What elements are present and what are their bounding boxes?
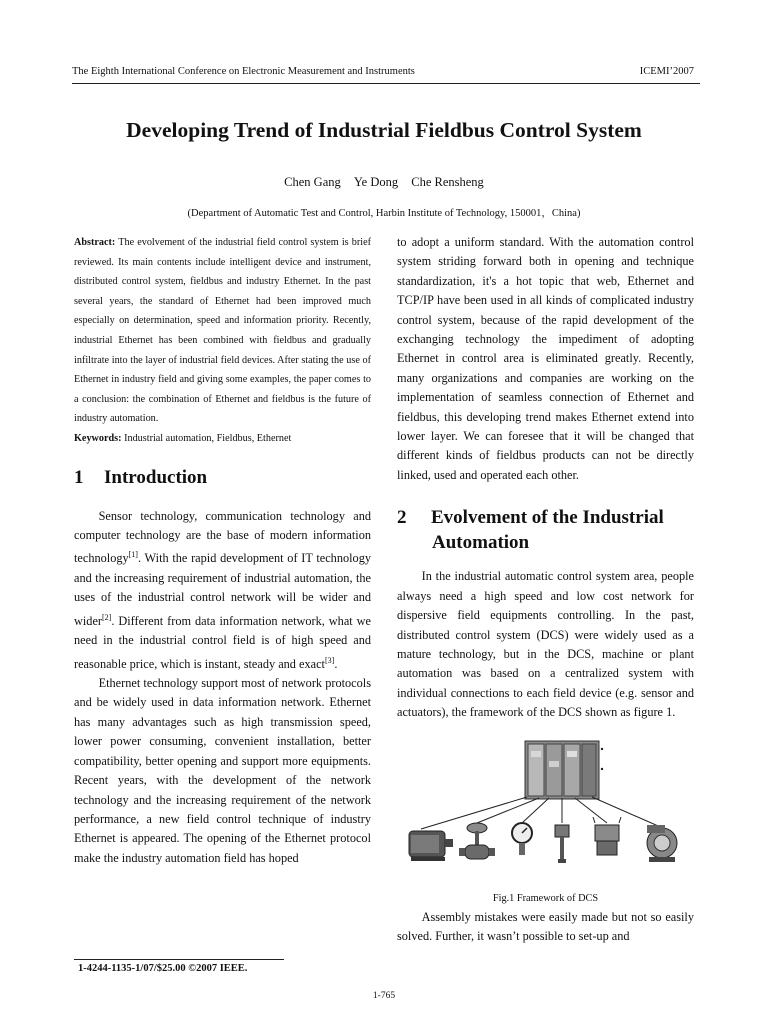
section-number: 2: [397, 507, 407, 529]
running-header-conference: The Eighth International Conference on Electronic Measurement and Instruments: [72, 66, 415, 77]
paragraph-text: .: [334, 656, 338, 671]
author-list: [0, 175, 768, 190]
figure-caption: Fig.1 Framework of DCS: [492, 892, 599, 904]
keywords-label: Keywords:: [74, 432, 122, 444]
keywords-text: Industrial automation, Fieldbus, Ethernet: [121, 432, 292, 444]
paragraph: Ethernet technology support most of network protocols and be widely used in data information network. Ethernet has many advantages such as high transmission speed, lower power consuming, convenient installation, better compatibility, better opening and support more equipments. Recent years, with the development of the network technology and the increasing requirement of the network performance, a new field control technique of industry Ethernet is appeared. The opening of the Ethernet protocol make the industry automation field has hoped: [74, 676, 371, 865]
paragraph: [74, 507, 371, 675]
paragraph: to adopt a uniform standard. With the automation control system striding forward both in opening and technique standardization, it's a hot topic that web, Ethernet and TCP/IP have been used in all kinds of complicated industry control system, because of the rapid development of the exchanging technology the impediment of adopting Ethernet in control area is eliminated greatly. Recently, many organizations and companies are working on the implementation of seamless connection of Ethernet and fieldbus, this developing trend makes Ethernet extend into lower layer. We can foresee that it will be changed that different kinds of fieldbus products can not be directly linked, used and operated each other.: [397, 235, 694, 482]
left-column: [74, 233, 371, 868]
citation: [2]: [102, 612, 112, 622]
section-heading: [74, 467, 371, 489]
pressure-gauge-icon: [512, 823, 532, 855]
author-name: Chen Gang: [284, 175, 341, 189]
citation: [1]: [128, 550, 138, 560]
paper-title: Developing Trend of Industrial Fieldbus Control System: [126, 118, 642, 142]
header-rule: [72, 83, 700, 84]
valve-icon: [459, 823, 495, 859]
section-title-continued: Automation: [432, 532, 530, 554]
field-wiring: [421, 797, 665, 829]
abstract-label: Abstract:: [74, 237, 116, 248]
dcs-framework-figure: [397, 731, 694, 891]
right-column: [397, 233, 694, 946]
abstract-text: The evolvement of the industrial field control system is brief reviewed. Its main contents include intelligent device and instrument, distributed control system, fieldbus and industry Ethernet. In the past several years, the standard of Ethernet had been improved much especially on determination, speed and information priority. Recently, industrial Ethernet has been combined with fieldbus and gradually infiltrate into the layer of industrial field devices. After stating the use of Ethernet in industry field and giving some examples, the paper comes to a conclusion: the combination of Ethernet and fieldbus is the future of industry automation.: [74, 237, 371, 425]
paragraph-text: . With the rapid development of IT technology and the increasing requirement of industrial automation, the uses of the industrial control network will be wider and wider: [74, 551, 371, 628]
sensor-probe-icon: [555, 825, 569, 863]
author-name: Che Rensheng: [411, 175, 484, 189]
controller-rack: [525, 741, 603, 799]
section-heading: [397, 505, 694, 555]
page-number: 1-765: [372, 991, 396, 1001]
author-name: Ye Dong: [353, 175, 399, 189]
keywords: [74, 429, 371, 449]
paragraph: In the industrial automatic control system area, people always need a high speed and low cost network for dispersive field equipments controlling. In the past, distributed control system (DCS) were widely used as a mature technology, but in the DCS, machine or plant automation was based on a centralized system with individual connections to each field device (e.g. sensor and actuators), the framework of the DCS shown as figure 1.: [397, 569, 694, 720]
abstract: [74, 233, 371, 429]
section-number: 1: [74, 466, 84, 488]
running-header-short: ICEMI’2007: [639, 66, 694, 77]
paragraph: Assembly mistakes were easily made but not so easily solved. Further, it wasn’t possible to set-up and: [397, 909, 694, 943]
paragraph-text: . Different from data information network, what we need in the industrial control field is of high speed and reasonable price, which is instant, steady and exact: [74, 613, 371, 671]
paragraph-text: Sensor technology, communication technology and computer technology are the base of modern information technology: [74, 508, 371, 566]
section-title: Evolvement of the Industrial: [431, 507, 664, 529]
footnote-rule: [74, 959, 284, 960]
dcs-diagram: [397, 731, 694, 891]
section-title: Introduction: [104, 466, 208, 488]
affiliation: (Department of Automatic Test and Control, Harbin Institute of Technology, 150001，China): [187, 208, 581, 219]
copyright-footnote: 1-4244-1135-1/07/$25.00 ©2007 IEEE.: [78, 963, 248, 974]
citation: [3]: [324, 655, 335, 665]
motor-icon: [409, 831, 453, 861]
pump-icon: [647, 825, 677, 862]
